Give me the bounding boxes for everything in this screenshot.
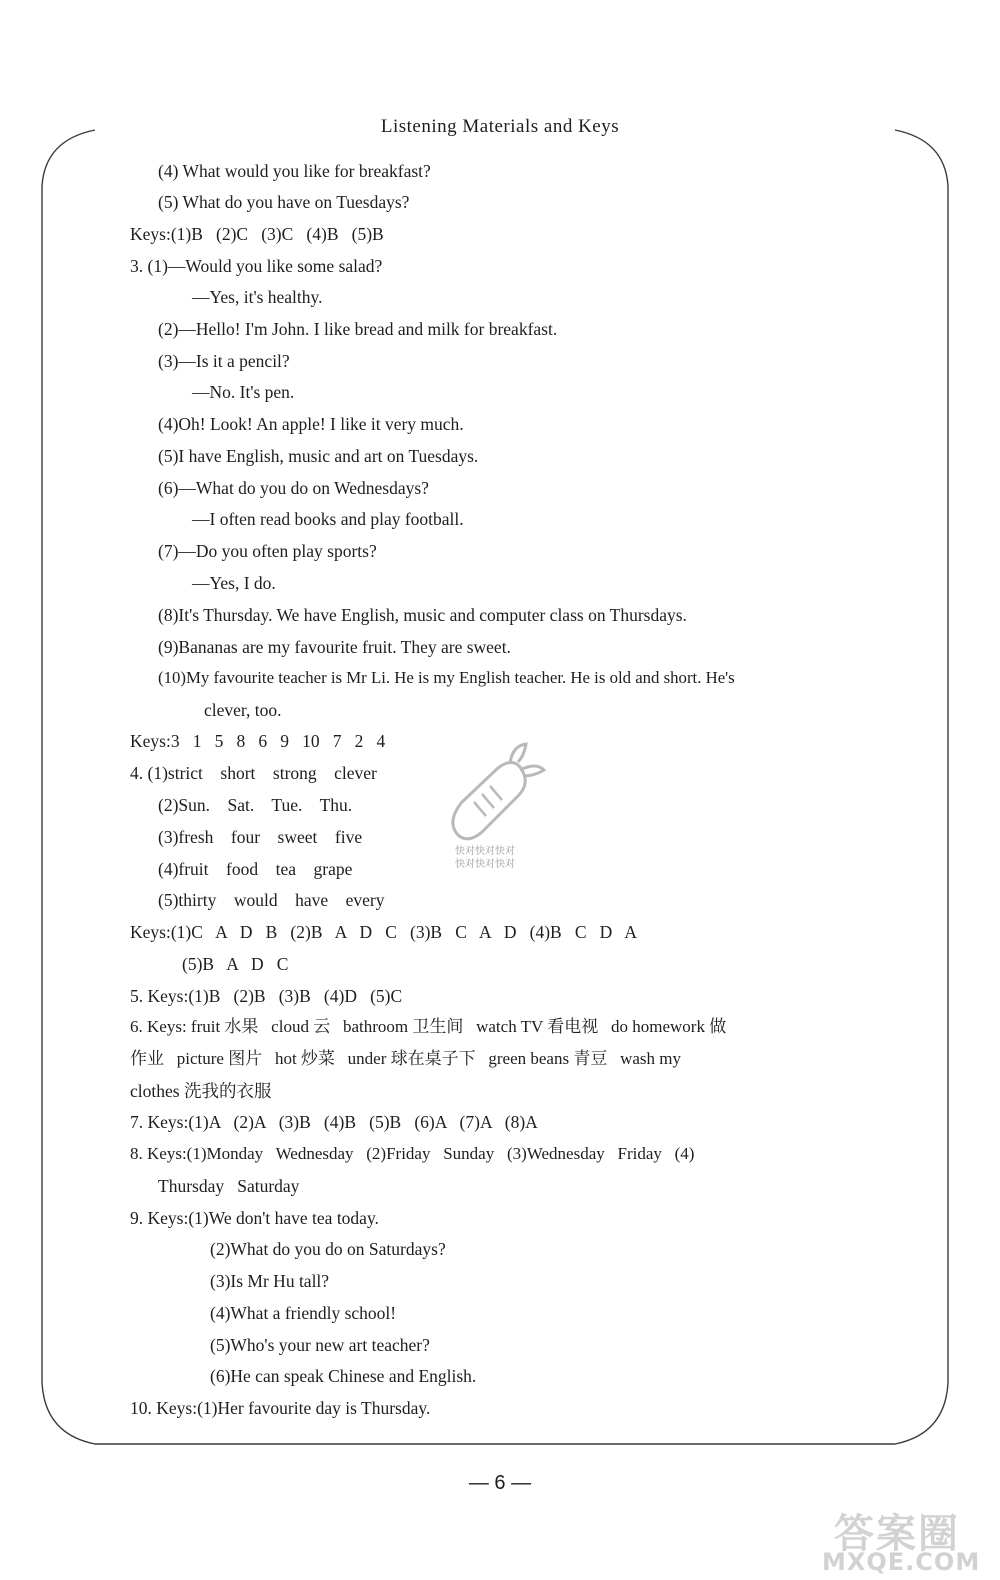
text-line: (5) What do you have on Tuesdays?	[158, 192, 410, 212]
running-header: Listening Materials and Keys	[380, 116, 620, 137]
logo-title: 答案圈	[834, 1511, 960, 1557]
page-number: — 6 —	[468, 1472, 532, 1494]
text-line: (7)—Do you often play sports?	[158, 541, 377, 561]
text-line: clever, too.	[204, 700, 282, 720]
logo-site: MXQE.COM	[822, 1548, 981, 1576]
answer-keys-line: 7. Keys:(1)A (2)A (3)B (4)B (5)B (6)A (7)A (8)A	[130, 1112, 538, 1132]
answer-keys-line: 6. Keys: fruit 水果 cloud 云 bathroom 卫生间 watch TV 看电视 do homework 做	[130, 1017, 727, 1036]
text-line: 3. (1)—Would you like some salad?	[130, 256, 383, 276]
text-line: (4)What a friendly school!	[210, 1303, 397, 1323]
text-line: (2)What do you do on Saturdays?	[210, 1239, 446, 1259]
text-line: (2)Sun. Sat. Tue. Thu.	[158, 795, 353, 815]
text-line: (6)—What do you do on Wednesdays?	[158, 478, 429, 498]
answer-keys-line: 5. Keys:(1)B (2)B (3)B (4)D (5)C	[130, 986, 403, 1006]
text-line: clothes 洗我的衣服	[130, 1081, 272, 1101]
text-line: (6)He can speak Chinese and English.	[210, 1366, 477, 1386]
answer-keys-line: 8. Keys:(1)Monday Wednesday (2)Friday Sunday (3)Wednesday Friday (4)	[130, 1144, 695, 1163]
text-line: (4) What would you like for breakfast?	[158, 161, 431, 181]
answer-keys-line: (5)B A D C	[182, 954, 289, 974]
text-line: (2)—Hello! I'm John. I like bread and milk for breakfast.	[158, 319, 558, 339]
text-line: (3)—Is it a pencil?	[158, 351, 290, 371]
answer-keys-line: Keys:3 1 5 8 6 9 10 7 2 4	[130, 731, 386, 751]
answer-keys-line: Keys:(1)B (2)C (3)C (4)B (5)B	[130, 224, 384, 244]
text-line: 4. (1)strict short strong clever	[130, 763, 377, 783]
text-line: (9)Bananas are my favourite fruit. They are sweet.	[158, 637, 511, 657]
text-line: —I often read books and play football.	[192, 509, 464, 529]
text-line: —Yes, it's healthy.	[192, 287, 323, 307]
text-line: —Yes, I do.	[192, 573, 276, 593]
text-line: (4)fruit food tea grape	[158, 859, 353, 879]
watermark-text: 快对快对快对	[455, 859, 515, 870]
text-line: (10)My favourite teacher is Mr Li. He is my English teacher. He is old and short. He's	[158, 668, 735, 687]
text-line: Thursday Saturday	[158, 1176, 300, 1196]
site-logo	[820, 1500, 995, 1578]
answer-keys-line: 9. Keys:(1)We don't have tea today.	[130, 1208, 379, 1228]
watermark-text: 快对快对快对	[455, 846, 515, 857]
answer-keys-line: Keys:(1)C A D B (2)B A D C (3)B C A D (4)B C D A	[130, 922, 638, 942]
answer-keys-line: 10. Keys:(1)Her favourite day is Thursday.	[130, 1398, 431, 1418]
text-line: (5)Who's your new art teacher?	[210, 1335, 430, 1355]
text-line: (8)It's Thursday. We have English, music and computer class on Thursdays.	[158, 605, 687, 625]
text-line: (5)thirty would have every	[158, 890, 385, 910]
text-line: 作业 picture 图片 hot 炒菜 under 球在桌子下 green beans 青豆 wash my	[130, 1049, 681, 1068]
text-line: (4)Oh! Look! An apple! I like it very much.	[158, 414, 464, 434]
text-line: —No. It's pen.	[192, 382, 295, 402]
text-line: (5)I have English, music and art on Tuesdays.	[158, 446, 479, 466]
text-line: (3)Is Mr Hu tall?	[210, 1271, 330, 1291]
text-line: (3)fresh four sweet five	[158, 827, 363, 847]
